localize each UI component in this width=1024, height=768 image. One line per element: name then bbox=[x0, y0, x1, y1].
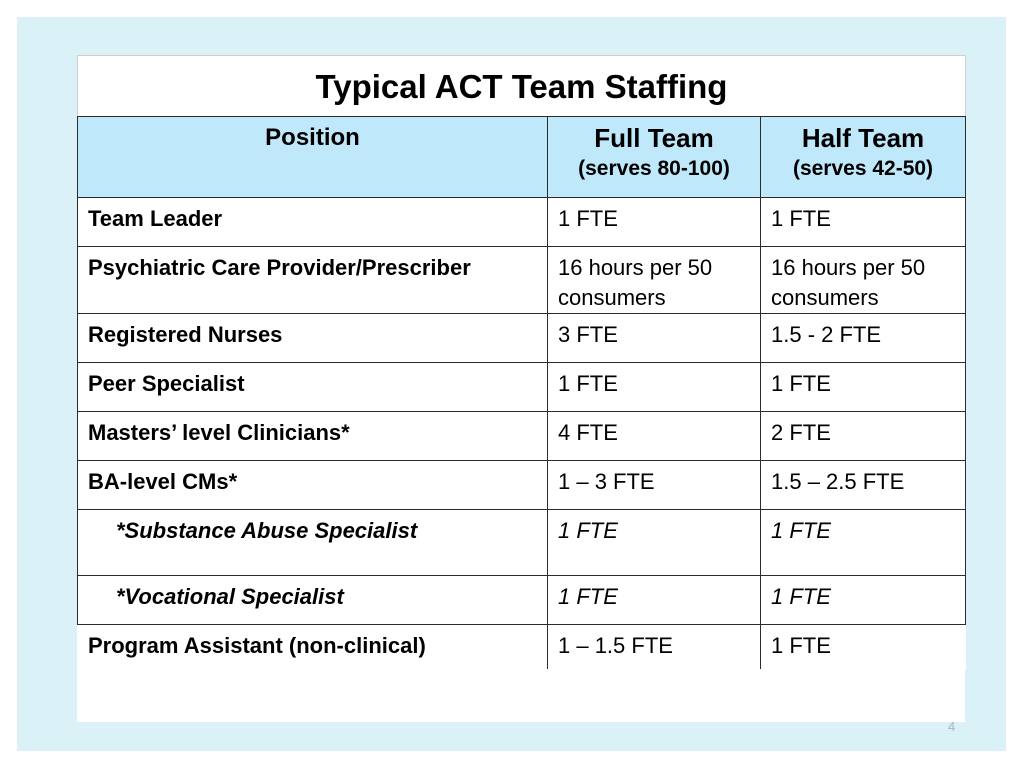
table-row bbox=[78, 412, 966, 461]
half-team-cell: 2 FTE bbox=[761, 412, 966, 461]
full-team-cell: 1 – 1.5 FTE bbox=[548, 625, 761, 670]
full-team-cell: 4 FTE bbox=[548, 412, 761, 461]
full-team-cell: 1 FTE bbox=[548, 510, 761, 576]
full-team-cell: 1 FTE bbox=[548, 576, 761, 625]
position-cell: Peer Specialist bbox=[78, 363, 548, 412]
table-row bbox=[78, 510, 966, 576]
full-team-cell: 1 FTE bbox=[548, 363, 761, 412]
position-cell: *Substance Abuse Specialist bbox=[78, 510, 548, 576]
table-row bbox=[78, 314, 966, 363]
title-row bbox=[78, 56, 966, 117]
full-team-cell: 16 hours per 50 consumers bbox=[548, 247, 761, 314]
half-team-cell: 1 FTE bbox=[761, 625, 966, 670]
half-team-cell: 1 FTE bbox=[761, 576, 966, 625]
half-team-cell: 1 FTE bbox=[761, 198, 966, 247]
position-cell: Program Assistant (non-clinical) bbox=[78, 625, 548, 670]
table-row bbox=[78, 363, 966, 412]
header-half-team bbox=[761, 117, 966, 198]
header-full-team-sub: (serves 80-100) bbox=[578, 157, 730, 180]
staffing-table-container bbox=[77, 55, 965, 722]
position-cell: Psychiatric Care Provider/Prescriber bbox=[78, 247, 548, 314]
table-row bbox=[78, 576, 966, 625]
header-full-team bbox=[548, 117, 761, 198]
full-team-cell: 1 – 3 FTE bbox=[548, 461, 761, 510]
half-team-cell: 16 hours per 50 consumers bbox=[761, 247, 966, 314]
position-cell: Team Leader bbox=[78, 198, 548, 247]
table-row bbox=[78, 247, 966, 314]
header-full-team-label: Full Team bbox=[594, 123, 714, 153]
table-row bbox=[78, 198, 966, 247]
half-team-cell: 1.5 - 2 FTE bbox=[761, 314, 966, 363]
half-team-cell: 1 FTE bbox=[761, 363, 966, 412]
half-team-cell: 1 FTE bbox=[761, 510, 966, 576]
header-half-team-label: Half Team bbox=[801, 123, 925, 153]
position-cell: *Vocational Specialist bbox=[78, 576, 548, 625]
half-team-cell: 1.5 – 2.5 FTE bbox=[761, 461, 966, 510]
full-team-cell: 3 FTE bbox=[548, 314, 761, 363]
table-row bbox=[78, 625, 966, 670]
header-half-team-sub: (serves 42-50) bbox=[792, 157, 934, 180]
position-cell: Masters’ level Clinicians* bbox=[78, 412, 548, 461]
position-cell: Registered Nurses bbox=[78, 314, 548, 363]
header-position: Position bbox=[78, 117, 548, 198]
table-row bbox=[78, 461, 966, 510]
full-team-cell: 1 FTE bbox=[548, 198, 761, 247]
table-title: Typical ACT Team Staffing bbox=[78, 56, 966, 117]
position-cell: BA-level CMs* bbox=[78, 461, 548, 510]
page-number: 4 bbox=[948, 719, 956, 734]
header-row bbox=[78, 117, 966, 198]
staffing-table bbox=[77, 55, 966, 670]
